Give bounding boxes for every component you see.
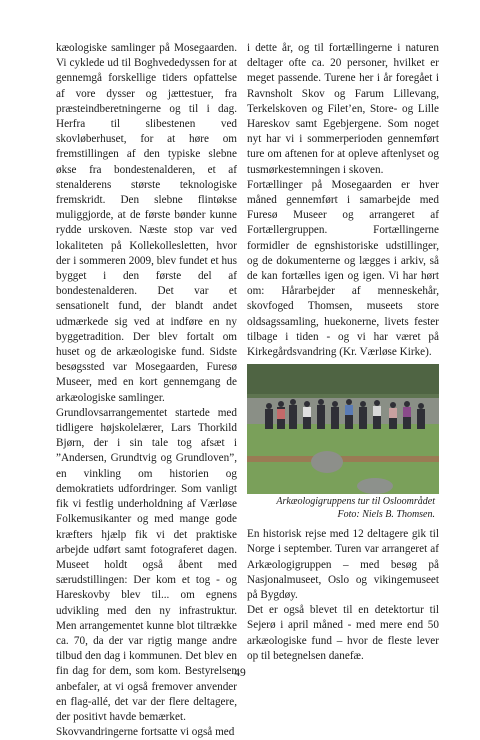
paragraph: i dette år, og til fortællingerne i naturen deltager ofte ca. 20 personer, hvilket er meget passende. Turene her i år foregået i Ravnsholt Skov og Farum Lillevang, Terkelskoven og Filet’en, Store- og Lille Hareskov samt Egebjergene. Som noget nyt har vi i sommerperioden gennemført ture om aftenen for at opleve aftenlyset og tusmørkestemningen i skoven. — [247, 42, 439, 176]
paragraph: Fortællinger på Mosegaarden er hver måned gennemført i samarbejde med Furesø Museer og arrangeret af Fortællergruppen. Fortællingerne formidler de egnshistoriske udstillinger, og de dokumenterne og lægges i arkiv, så de kan fortælles igen og igen. Vi har hørt om: Hårarbejder af menneskehår, skovfoged Thomsen, museets store oldsagssamling, huekonerne, livets fester tilbage i tiden - og vi har været på Kirkegårdsvandring (Kr. Værløse Kirke). — [247, 178, 439, 359]
right-column — [247, 41, 439, 664]
caption-credit: Foto: Niels B. Thomsen. — [337, 508, 435, 520]
paragraph: En historisk rejse med 12 deltagere gik til Norge i september. Turen var arrangeret af Arkæologigruppen – med besøg på Nasjonalmuseet, Oslo og vikingemuseet på Bygdøy. — [247, 528, 439, 602]
paragraph: Skovvandringerne fortsatte vi også med — [56, 726, 235, 739]
page-number: 49 — [234, 667, 246, 679]
paragraph: kæologiske samlinger på Mosegaarden. Vi cyklede ud til Boghvededyssen for at gennemgå forskellige tiders opfattelse af vore dysser og jættestuer, fra præsteindberetningerne og til i dag. Herfra til slibestenen ved skovløberhuset, for at høre om fremstillingen af den typiske slebne økse fra bondestenalderen, et af stenalderens største teknologiske fremskridt. Den slebne flintøkse muliggjorde, at de første bønder kunne rydde urskoven. Næste stop var ved lokaliteten på Kollekollesletten, hvor der i sommeren 2009, blev fundet et hus bygget i den første del af bondestenalderen. Det var et sensationelt fund, der blandt andet udmærkede sig ved at indføre en ny byggetradition. Der blev fortalt om huset og de arkæologiske fund. Sidste besøgssted var Mosegaarden, Furesø Museer, med en kort gennemgang de arkæologiske samlinger. — [56, 42, 237, 404]
paragraph: Grundlovsarrangementet startede med tidligere højskolelærer, Lars Thorkild Bjørn, der i sin tale tog afsæt i ”Andersen, Grundtvig og Grundloven”, en vinkling om historien og demokratiets udfordringer. Som vanligt fik vi festlig underholdning af Værløse Folkemusikanter og med mange gode kræfters hjælp fik vi det praktiske arbejde udført samt fotograferet dagen. Museet holdt også åbent med særudstillingen: Der kom et tog - og Hareskovby blev til... om egnens udvikling med den ny infrastruktur. Men arrangementet kunne blot tiltrække ca. 70, da der var rigtig mange andre tilbud den dag i kommunen. Det blev en fin dag for dem, som kom. Bestyrelsen anbefaler, at vi også fremover anvender en flag-allé, det var der flere deltagere, der positivt havde bemærket. — [56, 406, 237, 723]
group-photo — [247, 364, 439, 494]
paragraph: Det er også blevet til en detektortur til Sejerø i april måned - med mere end 50 arkæologiske fund – hvor de fleste lever op til betegnelsen danefæ. — [247, 604, 439, 662]
caption-title: Arkæologigruppens tur til Osloområdet — [276, 496, 435, 508]
group-photo-illustration — [247, 364, 439, 494]
left-column — [56, 41, 237, 740]
photo-caption — [247, 496, 439, 521]
